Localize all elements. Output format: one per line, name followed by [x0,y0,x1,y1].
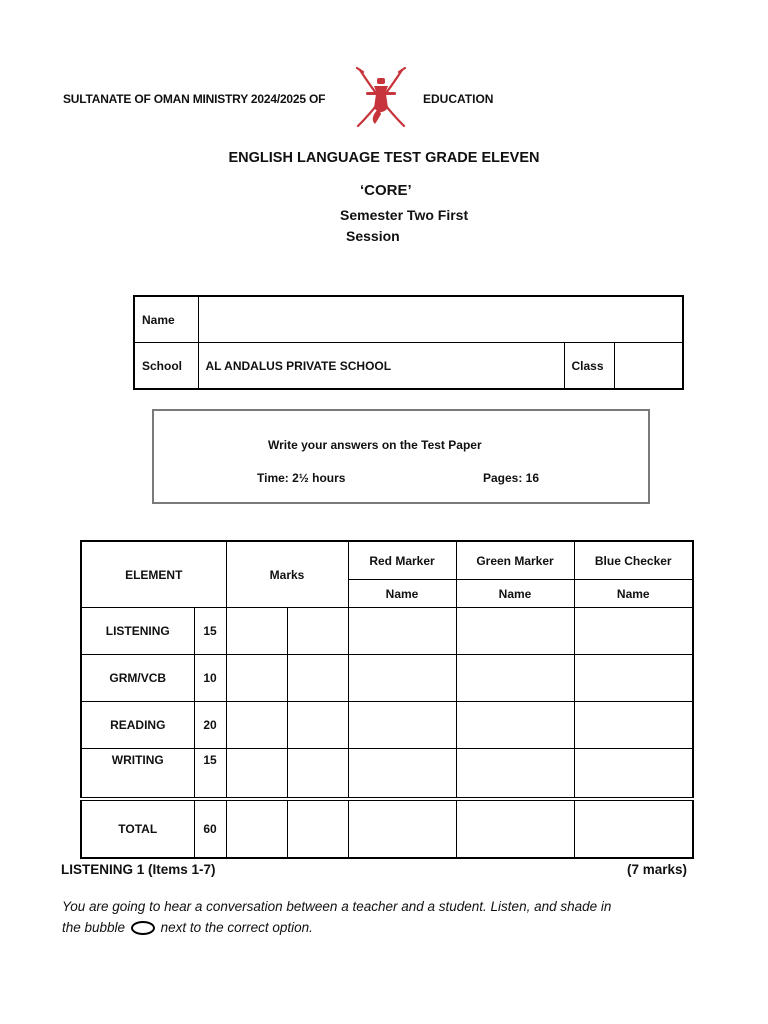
mark-cell[interactable] [287,655,348,702]
blue-checker-cell[interactable] [574,608,693,655]
element-label: READING [81,702,194,749]
red-marker-cell[interactable] [348,702,456,749]
oman-khanjar-emblem-icon [352,64,410,132]
mark-cell[interactable] [287,608,348,655]
blue-checker-header: Blue Checker [574,541,693,580]
green-marker-cell[interactable] [456,655,574,702]
green-marker-cell[interactable] [456,608,574,655]
mark-cell[interactable] [226,608,287,655]
max-marks: 20 [194,702,226,749]
green-marker-header: Green Marker [456,541,574,580]
school-row [134,343,683,390]
blue-checker-name-label: Name [574,580,693,608]
red-marker-header: Red Marker [348,541,456,580]
school-value: AL ANDALUS PRIVATE SCHOOL [198,343,564,390]
instructions-box [152,409,650,504]
time-allowed: Time: 2½ hours [257,471,346,485]
section-instruction [62,896,622,938]
semester-line-1: Semester Two First [340,207,469,223]
school-label: School [134,343,198,390]
mark-cell[interactable] [287,799,348,858]
mark-cell[interactable] [226,799,287,858]
name-row [134,296,683,343]
semester-line-2: Session [346,228,400,244]
blue-checker-cell[interactable] [574,799,693,858]
instruction-text: You are going to hear a conversation between a teacher and a student. Listen, and shade in the bubble [62,899,612,935]
class-field[interactable] [614,343,683,390]
red-marker-cell[interactable] [348,749,456,800]
element-header: ELEMENT [81,541,226,608]
mark-cell[interactable] [226,702,287,749]
marks-table [80,540,694,859]
element-label: WRITING [81,749,194,800]
total-max-marks: 60 [194,799,226,858]
green-marker-name-label: Name [456,580,574,608]
table-row [81,749,693,800]
student-info-table [133,295,684,390]
green-marker-cell[interactable] [456,749,574,800]
mark-cell[interactable] [287,749,348,800]
element-label: LISTENING [81,608,194,655]
blue-checker-cell[interactable] [574,749,693,800]
ministry-text-right: EDUCATION [423,92,494,106]
mark-cell[interactable] [287,702,348,749]
element-label: GRM/VCB [81,655,194,702]
section-marks: (7 marks) [627,862,688,877]
bubble-icon [131,921,155,935]
max-marks: 15 [194,608,226,655]
red-marker-name-label: Name [348,580,456,608]
blue-checker-cell[interactable] [574,655,693,702]
blue-checker-cell[interactable] [574,702,693,749]
red-marker-cell[interactable] [348,608,456,655]
table-row [81,702,693,749]
total-label: TOTAL [81,799,194,858]
page-count: Pages: 16 [483,471,540,485]
instruction-text-end: next to the correct option. [160,920,313,935]
red-marker-cell[interactable] [348,655,456,702]
test-level: ‘CORE’ [360,182,412,199]
name-field[interactable] [198,296,683,343]
test-title: ENGLISH LANGUAGE TEST GRADE ELEVEN [228,150,540,166]
max-marks: 10 [194,655,226,702]
max-marks: 15 [194,749,226,800]
section-title: LISTENING 1 (Items 1-7) [61,862,216,877]
green-marker-cell[interactable] [456,702,574,749]
mark-cell[interactable] [226,749,287,800]
ministry-text-left: SULTANATE OF OMAN MINISTRY 2024/2025 OF [63,92,326,106]
total-row [81,799,693,858]
class-label: Class [564,343,614,390]
name-label: Name [134,296,198,343]
table-row [81,608,693,655]
answer-instruction: Write your answers on the Test Paper [268,438,482,452]
mark-cell[interactable] [226,655,287,702]
red-marker-cell[interactable] [348,799,456,858]
marks-header: Marks [226,541,348,608]
table-row [81,655,693,702]
green-marker-cell[interactable] [456,799,574,858]
